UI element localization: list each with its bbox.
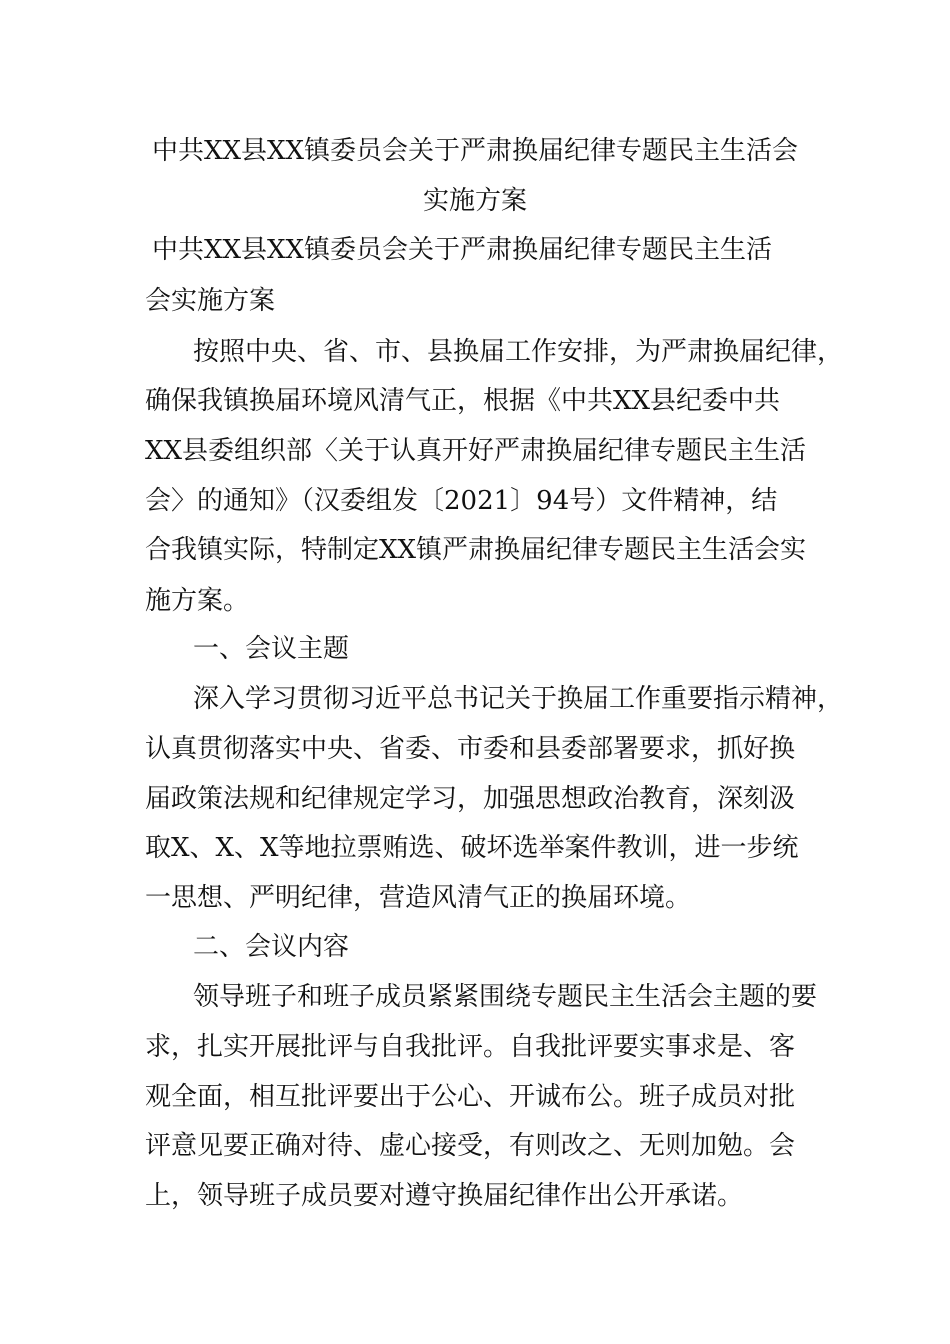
subtitle-line-1: 中共XX县XX镇委员会关于严肃换届纪律专题民主生活 bbox=[152, 235, 773, 265]
document-title-line-2: 实施方案 bbox=[422, 186, 527, 216]
section1-line: 一思想、严明纪律，营造风清气正的换届环境。 bbox=[145, 883, 692, 913]
section-heading-theme: 一、会议主题 bbox=[193, 634, 350, 664]
section1-line: 认真贯彻落实中央、省委、市委和县委部署要求，抓好换 bbox=[145, 734, 796, 764]
document-title-line-1: 中共XX县XX镇委员会关于严肃换届纪律专题民主生活会 bbox=[151, 136, 799, 166]
intro-line: 按照中央、省、市、县换届工作安排，为严肃换届纪律， bbox=[193, 337, 844, 367]
intro-line: 合我镇实际，特制定XX镇严肃换届纪律专题民主生活会实 bbox=[145, 535, 807, 565]
intro-line: 施方案。 bbox=[145, 586, 250, 616]
intro-line: 会〉的通知》（汉委组发〔2021〕94号）文件精神，结 bbox=[145, 486, 778, 516]
section2-line: 观全面，相互批评要出于公心、开诚布公。班子成员对批 bbox=[145, 1082, 796, 1112]
subtitle-line-2: 会实施方案 bbox=[145, 286, 276, 316]
section2-line: 评意见要正确对待、虚心接受，有则改之、无则加勉。会 bbox=[145, 1131, 796, 1161]
section1-line: 届政策法规和纪律规定学习，加强思想政治教育，深刻汲 bbox=[145, 784, 796, 814]
section2-line: 领导班子和班子成员紧紧围绕专题民主生活会主题的要 bbox=[193, 982, 818, 1012]
section2-line: 求，扎实开展批评与自我批评。自我批评要实事求是、客 bbox=[145, 1032, 796, 1062]
intro-line: 确保我镇换届环境风清气正，根据《中共XX县纪委中共 bbox=[145, 386, 781, 416]
section-heading-content: 二、会议内容 bbox=[193, 932, 350, 962]
section2-line: 上，领导班子成员要对遵守换届纪律作出公开承诺。 bbox=[145, 1181, 744, 1211]
section1-line: 取X、X、X等地拉票贿选、破坏选举案件教训，进一步统 bbox=[145, 833, 799, 863]
intro-line: XX县委组织部〈关于认真开好严肃换届纪律专题民主生活 bbox=[145, 436, 807, 466]
section1-line: 深入学习贯彻习近平总书记关于换届工作重要指示精神， bbox=[193, 684, 844, 714]
